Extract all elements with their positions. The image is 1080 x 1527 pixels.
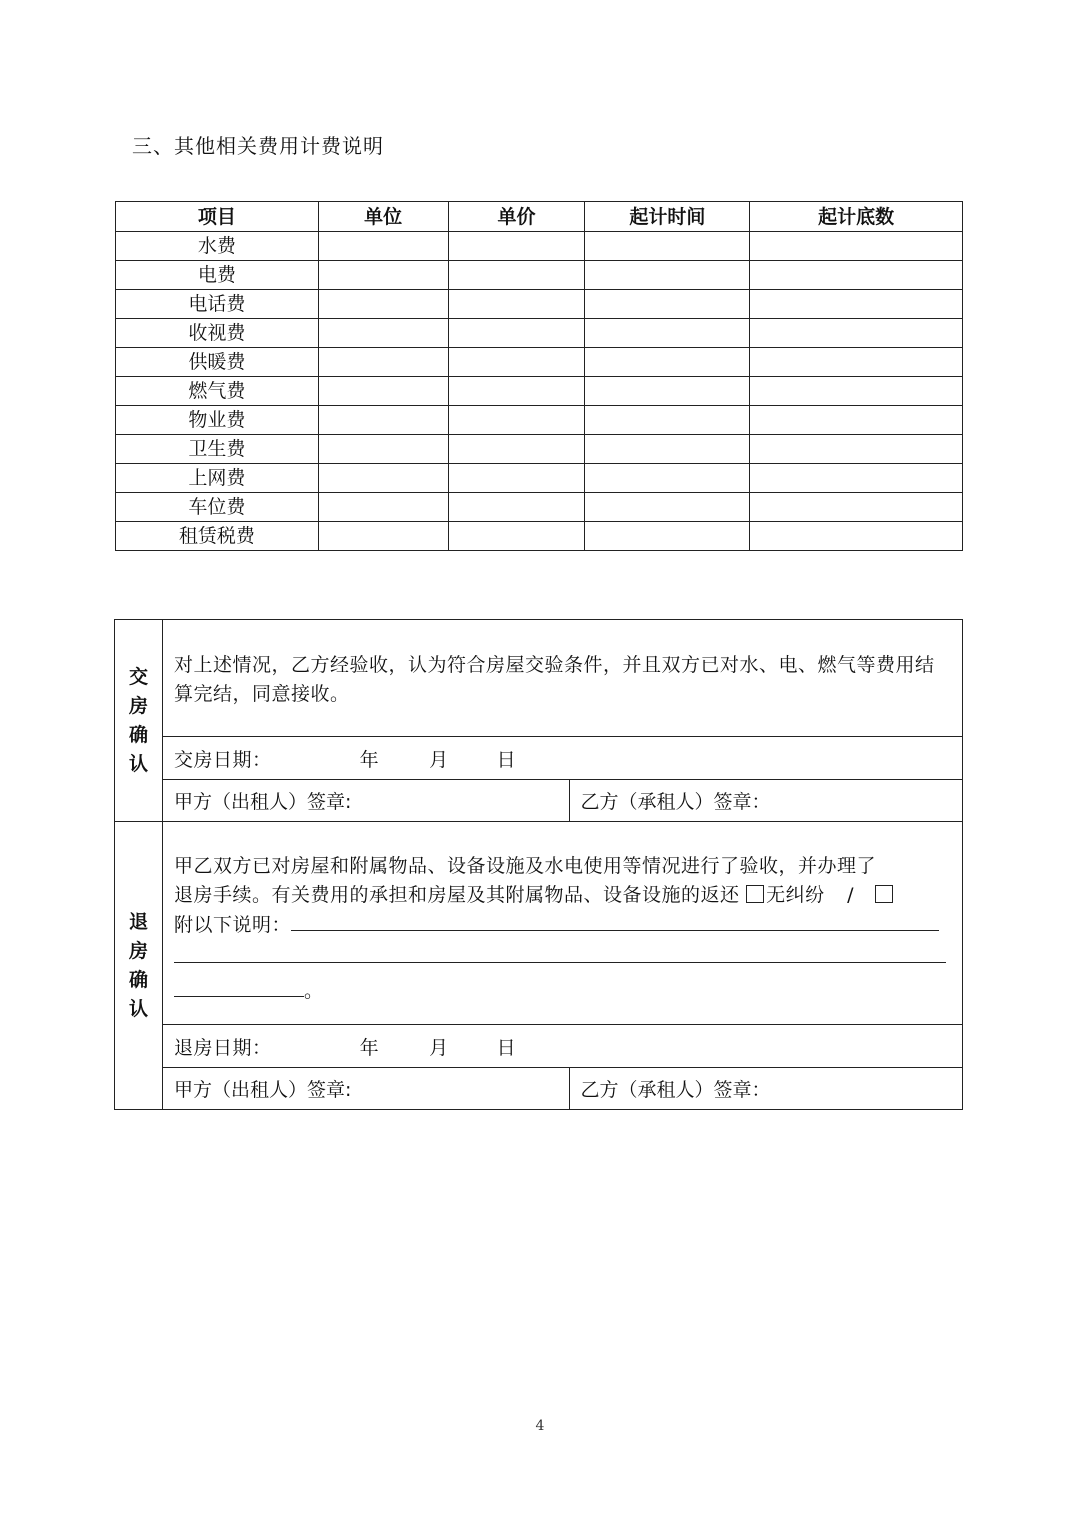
price-cell[interactable] xyxy=(448,348,585,377)
price-cell[interactable] xyxy=(448,435,585,464)
start-reading-cell[interactable] xyxy=(750,522,963,551)
start-reading-cell[interactable] xyxy=(750,290,963,319)
checkout-date-row xyxy=(163,1025,963,1068)
price-cell[interactable] xyxy=(448,406,585,435)
start-time-cell[interactable] xyxy=(585,232,750,261)
checkout-party-b-sign[interactable]: 乙方（承租人）签章： xyxy=(569,1068,962,1110)
notes-line-3[interactable] xyxy=(174,976,304,997)
checkout-day: 日 xyxy=(496,1036,517,1059)
price-cell[interactable] xyxy=(448,232,585,261)
header-item: 项目 xyxy=(116,202,319,232)
fee-table xyxy=(115,201,963,551)
unit-cell[interactable] xyxy=(318,406,448,435)
unit-cell[interactable] xyxy=(318,319,448,348)
fee-item-label: 电费 xyxy=(116,261,319,290)
checkbox-no-dispute[interactable] xyxy=(746,885,764,903)
start-time-cell[interactable] xyxy=(585,348,750,377)
checkout-party-a-sign[interactable]: 甲方（出租人）签章: xyxy=(163,1068,569,1110)
price-cell[interactable] xyxy=(448,464,585,493)
fee-table-row xyxy=(116,493,963,522)
fee-table-row xyxy=(116,261,963,290)
notes-line-2[interactable] xyxy=(174,942,946,963)
price-cell[interactable] xyxy=(448,319,585,348)
price-cell[interactable] xyxy=(448,290,585,319)
start-time-cell[interactable] xyxy=(585,522,750,551)
header-start-time: 起计时间 xyxy=(585,202,750,232)
fee-item-label: 收视费 xyxy=(116,319,319,348)
start-reading-cell[interactable] xyxy=(750,319,963,348)
fee-item-label: 租赁税费 xyxy=(116,522,319,551)
start-reading-cell[interactable] xyxy=(750,261,963,290)
unit-cell[interactable] xyxy=(318,522,448,551)
fee-table-row xyxy=(116,377,963,406)
unit-cell[interactable] xyxy=(318,464,448,493)
handover-month: 月 xyxy=(429,748,449,771)
handover-year: 年 xyxy=(359,748,380,771)
start-reading-cell[interactable] xyxy=(750,464,963,493)
checkout-month: 月 xyxy=(429,1036,449,1059)
price-cell[interactable] xyxy=(448,261,585,290)
fee-item-label: 燃气费 xyxy=(116,377,319,406)
unit-cell[interactable] xyxy=(318,232,448,261)
checkout-end-mark: 。 xyxy=(304,980,324,1002)
handover-date-label: 交房日期： xyxy=(174,748,272,771)
fee-table-row xyxy=(116,232,963,261)
checkout-year: 年 xyxy=(359,1036,380,1059)
fee-item-label: 物业费 xyxy=(116,406,319,435)
fee-table-header-row xyxy=(116,202,963,232)
fee-table-row xyxy=(116,435,963,464)
fee-table-row xyxy=(116,290,963,319)
start-reading-cell[interactable] xyxy=(750,232,963,261)
unit-cell[interactable] xyxy=(318,290,448,319)
price-cell[interactable] xyxy=(448,493,585,522)
fee-item-label: 水费 xyxy=(116,232,319,261)
fee-item-label: 电话费 xyxy=(116,290,319,319)
notes-line-1[interactable] xyxy=(291,910,939,931)
header-unit: 单位 xyxy=(318,202,448,232)
fee-item-label: 供暖费 xyxy=(116,348,319,377)
start-reading-cell[interactable] xyxy=(750,435,963,464)
start-reading-cell[interactable] xyxy=(750,377,963,406)
fee-item-label: 车位费 xyxy=(116,493,319,522)
start-time-cell[interactable] xyxy=(585,435,750,464)
handover-party-b-sign[interactable]: 乙方（承租人）签章： xyxy=(569,780,962,822)
option-separator: / xyxy=(847,884,855,906)
checkout-date-label: 退房日期： xyxy=(174,1036,272,1059)
unit-cell[interactable] xyxy=(318,348,448,377)
fee-table-row xyxy=(116,319,963,348)
handover-text: 对上述情况，乙方经验收，认为符合房屋交验条件，并且双方已对水、电、燃气等费用结算完结，同意接收。 xyxy=(163,620,963,737)
handover-party-a-sign[interactable]: 甲方（出租人）签章: xyxy=(163,780,569,822)
fee-item-label: 上网费 xyxy=(116,464,319,493)
checkout-text-line2: 退房手续。有关费用的承担和房屋及其附属物品、设备设施的返还 无纠纷 / xyxy=(174,881,951,910)
start-time-cell[interactable] xyxy=(585,493,750,522)
start-time-cell[interactable] xyxy=(585,261,750,290)
unit-cell[interactable] xyxy=(318,377,448,406)
start-time-cell[interactable] xyxy=(585,377,750,406)
unit-cell[interactable] xyxy=(318,261,448,290)
fee-item-label: 卫生费 xyxy=(116,435,319,464)
checkout-text-line1: 甲乙双方已对房屋和附属物品、设备设施及水电使用等情况进行了验收，并办理了 xyxy=(174,855,877,877)
fee-table-row xyxy=(116,522,963,551)
checkout-text-line3: 附以下说明： xyxy=(174,910,951,940)
price-cell[interactable] xyxy=(448,377,585,406)
option-no-dispute-label: 无纠纷 xyxy=(766,884,825,906)
fee-table-row xyxy=(116,464,963,493)
handover-day: 日 xyxy=(496,748,517,771)
start-time-cell[interactable] xyxy=(585,464,750,493)
unit-cell[interactable] xyxy=(318,493,448,522)
handover-label: 交 房 确 认 xyxy=(115,620,163,822)
checkout-text xyxy=(163,822,963,1025)
fee-table-row xyxy=(116,348,963,377)
start-reading-cell[interactable] xyxy=(750,406,963,435)
handover-date-row xyxy=(163,737,963,780)
fee-table-row xyxy=(116,406,963,435)
header-price: 单价 xyxy=(448,202,585,232)
start-reading-cell[interactable] xyxy=(750,348,963,377)
price-cell[interactable] xyxy=(448,522,585,551)
page-number: 4 xyxy=(535,1418,545,1434)
start-time-cell[interactable] xyxy=(585,319,750,348)
confirm-table xyxy=(114,619,963,1110)
checkbox-see-notes[interactable] xyxy=(875,885,893,903)
start-reading-cell[interactable] xyxy=(750,493,963,522)
checkout-label: 退 房 确 认 xyxy=(115,822,163,1110)
header-start-reading: 起计底数 xyxy=(750,202,963,232)
start-time-cell[interactable] xyxy=(585,290,750,319)
start-time-cell[interactable] xyxy=(585,406,750,435)
section-title: 三、其他相关费用计费说明 xyxy=(132,134,384,158)
unit-cell[interactable] xyxy=(318,435,448,464)
